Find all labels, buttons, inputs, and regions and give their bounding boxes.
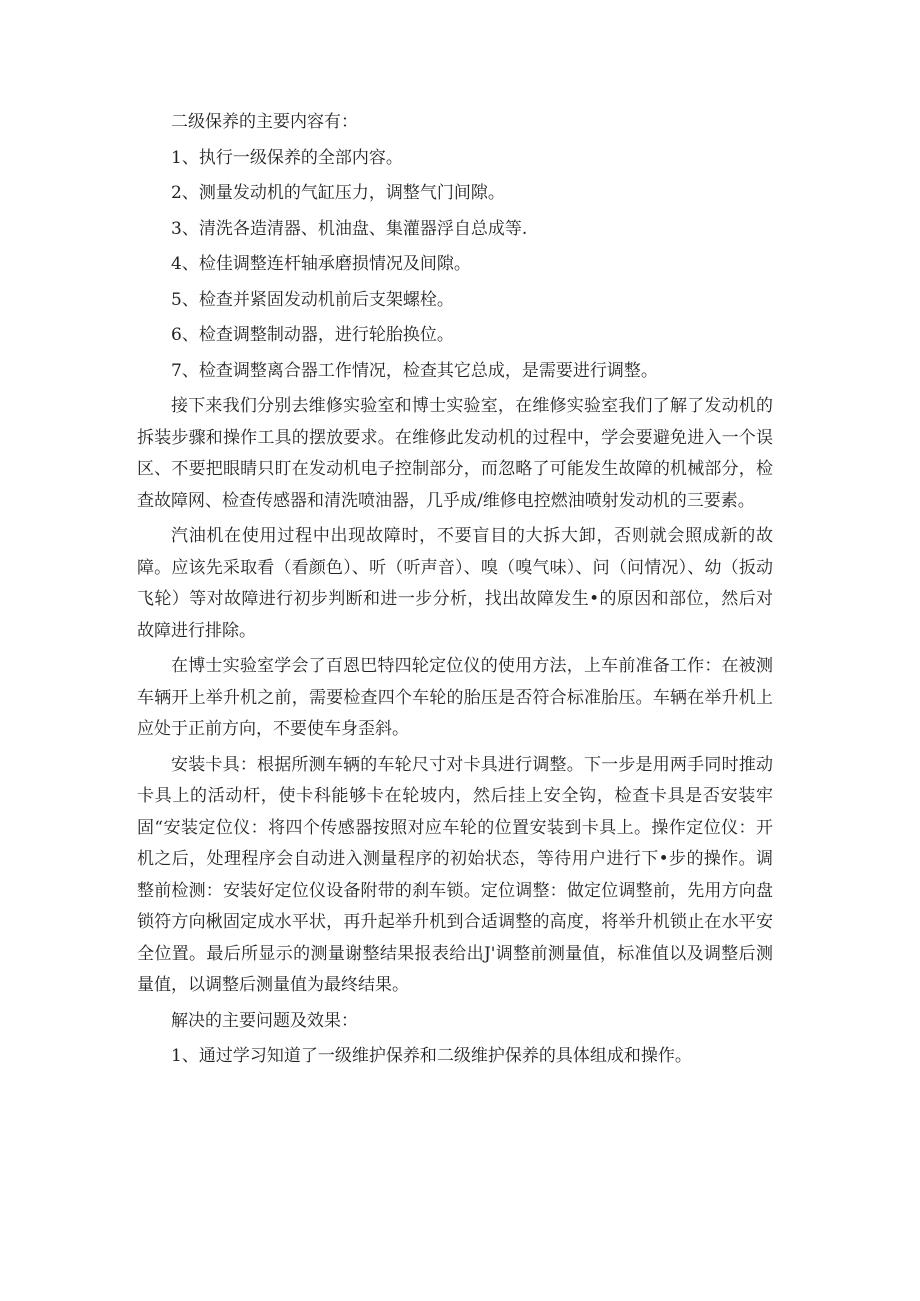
list-item: 5、检查并紧固发动机前后支架螺栓。 [171, 289, 454, 310]
paragraph-gasoline-engine: 汽油机在使用过程中出现故障时，不要盲目的大拆大卸，否则就会照成新的故障。应该先采取看（看颜色）、听（听声音）、嗅（嗅气味）、问（问情况）、幼（扳动飞轮）等对故障进行初步判断和进一步分析，找出故障发生•的原因和部位，然后对故障进行排除。 [137, 526, 773, 641]
list-item: 7、检查调整离合器工作情况，检查其它总成，是需要进行调整。 [171, 360, 658, 381]
list-item: 1、执行一级保养的全部内容。 [171, 147, 403, 168]
section-heading-maintenance: 二级保养的主要内容有： [171, 112, 358, 132]
list-item: 6、检查调整制动器，进行轮胎换位。 [171, 325, 454, 345]
list-item: 4、检佳调整连杆轴承磨损情况及间隙。 [171, 254, 471, 274]
paragraph-bosch-lab: 在博士实验室学会了百恩巴特四轮定位仪的使用方法，上车前准备工作：在被测车辆开上举升机之前，需要检查四个车轮的胎压是否符合标准胎压。车辆在举升机上应处于正前方向，不要使车身歪斜。 [137, 656, 773, 739]
paragraph-fixture-install: 安装卡具：根据所测车辆的车轮尺寸对卡具进行调整。下一步是用两手同时推动卡具上的活动杆，使卡科能够卡在轮坡内，然后挂上安全钩，检查卡具是否安装牢固“安装定位仪：将四个传感器按照对应车轮的位置安装到卡具上。操作定位仪：开机之后，处理程序会自动进入测量程序的初始状态，等待用户进行下•步的操作。调整前检测：安装好定位仪设备附带的刹车锁。定位调整：做定位调整前，先用方向盘锁符方向楸固定成水平状，再升起举升机到合适调整的高度，将举升机锁止在水平安全位置。最后所显示的测量谢整结果报表给出J'调整前测量值，标准值以及调整后测量值，以调整后测量值为最终结果。 [137, 754, 773, 995]
paragraph-repair-lab: 接下来我们分别去维修实验室和博士实验室，在维修实验室我们了解了发动机的拆装步骤和操作工具的摆放要求。在维修此发动机的过程中，学会要避免进入一个误区、不要把眼睛只盯在发动机电子控制部分，而忽略了可能发生故障的机械部分，检查故障网、检查传感器和清洗喷油器，几乎成/维修电控燃油喷射发动机的三要素。 [137, 396, 773, 511]
section-heading-results: 解决的主要问题及效果： [171, 1010, 358, 1031]
list-item: 2、测量发动机的气缸压力，调整气门间隙。 [171, 183, 505, 203]
list-item: 1、通过学习知道了一级维护保养和二级维护保养的具体组成和操作。 [171, 1046, 692, 1066]
list-item: 3、清洗各造清器、机油盘、集灌器浮自总成等. [171, 218, 528, 239]
document-page [137, 107, 773, 1077]
